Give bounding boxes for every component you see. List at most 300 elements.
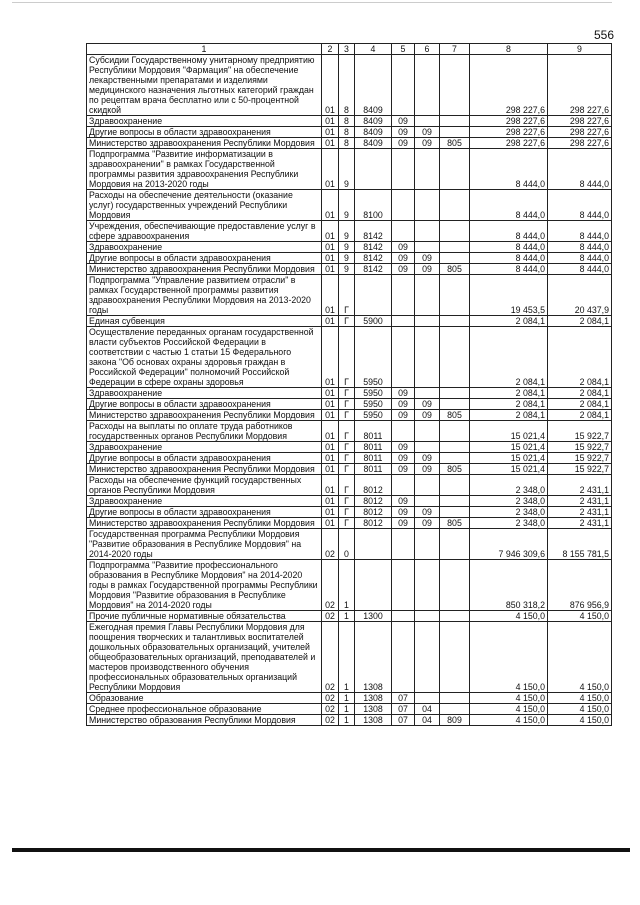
cell-code-3: Г	[339, 442, 355, 453]
cell-code-6: 09	[415, 138, 440, 149]
cell-code-5	[392, 475, 415, 496]
cell-code-6	[415, 475, 440, 496]
cell-code-7	[440, 693, 470, 704]
cell-code-2: 01	[322, 464, 339, 475]
row-name: Министерство здравоохранения Республики Мордовия	[87, 464, 322, 475]
cell-code-2: 01	[322, 242, 339, 253]
row-name: Здравоохранение	[87, 242, 322, 253]
col-header-5: 5	[392, 44, 415, 55]
cell-code-4: 1300	[355, 611, 392, 622]
cell-code-4: 8011	[355, 464, 392, 475]
row-name: Подпрограмма "Управление развитием отрасли" в рамках Государственной программы развития здравоохранения Республики Мордовия на 2013-2020 годы	[87, 275, 322, 316]
cell-code-7	[440, 149, 470, 190]
cell-code-2: 01	[322, 496, 339, 507]
cell-code-7: 805	[440, 138, 470, 149]
row-name: Учреждения, обеспечивающие предоставление услуг в сфере здравоохранения	[87, 221, 322, 242]
cell-code-5	[392, 421, 415, 442]
cell-amount-8: 2 348,0	[470, 496, 548, 507]
cell-code-4: 8011	[355, 453, 392, 464]
cell-code-3: 8	[339, 127, 355, 138]
cell-amount-9: 8 444,0	[548, 242, 612, 253]
cell-code-4: 1308	[355, 704, 392, 715]
cell-code-7	[440, 242, 470, 253]
cell-code-4: 8409	[355, 138, 392, 149]
cell-code-3: Г	[339, 475, 355, 496]
table-row	[87, 149, 612, 190]
cell-code-2: 01	[322, 221, 339, 242]
cell-code-2: 01	[322, 316, 339, 327]
table-row	[87, 464, 612, 475]
cell-code-3: 9	[339, 190, 355, 221]
col-header-2: 2	[322, 44, 339, 55]
cell-code-3: Г	[339, 518, 355, 529]
cell-amount-8: 298 227,6	[470, 55, 548, 116]
table-row	[87, 518, 612, 529]
cell-code-4: 1308	[355, 693, 392, 704]
row-name: Другие вопросы в области здравоохранения	[87, 453, 322, 464]
cell-code-3: Г	[339, 421, 355, 442]
header-row	[87, 44, 612, 55]
cell-amount-9: 298 227,6	[548, 127, 612, 138]
cell-code-7: 809	[440, 715, 470, 726]
cell-code-2: 02	[322, 622, 339, 693]
top-scan-line	[12, 2, 612, 3]
cell-code-7	[440, 55, 470, 116]
cell-code-2: 02	[322, 560, 339, 611]
cell-code-6: 09	[415, 264, 440, 275]
table-row	[87, 611, 612, 622]
cell-code-3: 9	[339, 149, 355, 190]
cell-amount-8: 2 348,0	[470, 507, 548, 518]
cell-code-6: 09	[415, 410, 440, 421]
cell-amount-9: 20 437,9	[548, 275, 612, 316]
cell-code-5	[392, 221, 415, 242]
cell-code-6: 09	[415, 518, 440, 529]
cell-code-5: 09	[392, 507, 415, 518]
table-row	[87, 475, 612, 496]
cell-amount-9: 4 150,0	[548, 693, 612, 704]
row-name: Прочие публичные нормативные обязательства	[87, 611, 322, 622]
cell-code-5	[392, 149, 415, 190]
table-row	[87, 421, 612, 442]
table-row	[87, 127, 612, 138]
cell-code-4: 5950	[355, 399, 392, 410]
table-row	[87, 190, 612, 221]
table-row	[87, 275, 612, 316]
cell-code-2: 01	[322, 388, 339, 399]
cell-code-4: 8100	[355, 190, 392, 221]
cell-code-2: 02	[322, 715, 339, 726]
row-name: Подпрограмма "Развитие профессионального образования в Республике Мордовия" на 2014-2020 годы в рамках Государственной программы Республики Мордовия "Развитие образования в Республике Мордовия" на 2014-2020 годы	[87, 560, 322, 611]
cell-code-4	[355, 275, 392, 316]
cell-code-2: 01	[322, 149, 339, 190]
cell-amount-9: 2 084,1	[548, 388, 612, 399]
cell-amount-8: 4 150,0	[470, 622, 548, 693]
cell-code-6	[415, 275, 440, 316]
table-row	[87, 253, 612, 264]
cell-code-4: 8012	[355, 518, 392, 529]
row-name: Единая субвенция	[87, 316, 322, 327]
table-row	[87, 560, 612, 611]
cell-code-7	[440, 622, 470, 693]
cell-code-7	[440, 190, 470, 221]
table-row	[87, 399, 612, 410]
table-row	[87, 242, 612, 253]
cell-amount-8: 15 021,4	[470, 453, 548, 464]
cell-amount-9: 8 444,0	[548, 149, 612, 190]
row-name: Министерство здравоохранения Республики Мордовия	[87, 138, 322, 149]
cell-code-6	[415, 560, 440, 611]
cell-code-4: 5950	[355, 388, 392, 399]
cell-code-5: 09	[392, 496, 415, 507]
cell-code-7	[440, 475, 470, 496]
cell-code-6: 04	[415, 715, 440, 726]
cell-amount-8: 2 084,1	[470, 399, 548, 410]
row-name: Здравоохранение	[87, 388, 322, 399]
col-header-6: 6	[415, 44, 440, 55]
cell-code-3: 0	[339, 529, 355, 560]
cell-code-4: 8142	[355, 253, 392, 264]
cell-code-4: 8012	[355, 507, 392, 518]
cell-code-7	[440, 453, 470, 464]
cell-amount-9: 4 150,0	[548, 611, 612, 622]
cell-code-4: 1308	[355, 622, 392, 693]
cell-code-5: 09	[392, 410, 415, 421]
cell-code-7	[440, 704, 470, 715]
cell-amount-9: 15 922,7	[548, 464, 612, 475]
row-name: Расходы на обеспечение деятельности (оказание услуг) государственных учреждений Республики Мордовия	[87, 190, 322, 221]
cell-code-7	[440, 496, 470, 507]
cell-code-2: 01	[322, 127, 339, 138]
col-header-9: 9	[548, 44, 612, 55]
cell-amount-9: 8 444,0	[548, 264, 612, 275]
table-row	[87, 693, 612, 704]
cell-amount-9: 298 227,6	[548, 55, 612, 116]
table-row	[87, 453, 612, 464]
table-row	[87, 529, 612, 560]
cell-code-3: Г	[339, 327, 355, 388]
cell-code-2: 01	[322, 264, 339, 275]
cell-code-5: 07	[392, 693, 415, 704]
cell-code-7	[440, 127, 470, 138]
cell-amount-9: 15 922,7	[548, 442, 612, 453]
cell-amount-8: 298 227,6	[470, 127, 548, 138]
cell-code-6: 09	[415, 507, 440, 518]
col-header-7: 7	[440, 44, 470, 55]
cell-code-3: 1	[339, 704, 355, 715]
cell-amount-8: 8 444,0	[470, 190, 548, 221]
cell-code-5: 09	[392, 127, 415, 138]
table-row	[87, 264, 612, 275]
cell-amount-8: 850 318,2	[470, 560, 548, 611]
row-name: Ежегодная премия Главы Республики Мордовия для поощрения творческих и талантливых воспитателей дошкольных образовательных организаций, учителей общеобразовательных организаций, преподавателей и мастеров производственного обучения профессиональных образовательных организаций Республики Мордовия	[87, 622, 322, 693]
cell-code-3: 8	[339, 138, 355, 149]
cell-amount-8: 15 021,4	[470, 464, 548, 475]
cell-code-4: 8011	[355, 442, 392, 453]
page-number: 556	[594, 28, 615, 42]
cell-amount-8: 4 150,0	[470, 693, 548, 704]
cell-code-6	[415, 611, 440, 622]
cell-amount-9: 298 227,6	[548, 138, 612, 149]
cell-code-5: 09	[392, 399, 415, 410]
cell-code-2: 02	[322, 704, 339, 715]
cell-code-3: 1	[339, 693, 355, 704]
row-name: Образование	[87, 693, 322, 704]
col-header-4: 4	[355, 44, 392, 55]
table-row	[87, 316, 612, 327]
cell-code-6	[415, 622, 440, 693]
row-name: Министерство здравоохранения Республики Мордовия	[87, 518, 322, 529]
cell-code-7	[440, 275, 470, 316]
cell-code-2: 01	[322, 399, 339, 410]
col-header-3: 3	[339, 44, 355, 55]
cell-code-5	[392, 622, 415, 693]
cell-code-2: 01	[322, 138, 339, 149]
cell-code-6	[415, 388, 440, 399]
cell-code-2: 01	[322, 453, 339, 464]
table-row	[87, 116, 612, 127]
cell-code-6	[415, 442, 440, 453]
cell-amount-8: 4 150,0	[470, 611, 548, 622]
cell-code-5: 09	[392, 518, 415, 529]
cell-amount-8: 7 946 309,6	[470, 529, 548, 560]
cell-amount-8: 2 084,1	[470, 316, 548, 327]
cell-code-2: 01	[322, 507, 339, 518]
cell-code-6: 09	[415, 127, 440, 138]
cell-code-5	[392, 611, 415, 622]
cell-code-7: 805	[440, 518, 470, 529]
cell-code-3: Г	[339, 316, 355, 327]
cell-amount-9: 15 922,7	[548, 421, 612, 442]
table-body	[87, 55, 612, 726]
cell-code-4: 5950	[355, 410, 392, 421]
cell-code-7	[440, 560, 470, 611]
cell-code-4: 8142	[355, 221, 392, 242]
cell-amount-9: 8 444,0	[548, 253, 612, 264]
cell-amount-9: 4 150,0	[548, 715, 612, 726]
cell-code-3: Г	[339, 496, 355, 507]
row-name: Осуществление переданных органам государственной власти субъектов Российской Федерации в соответствии с частью 1 статьи 15 Федерального закона "Об основах охраны здоровья граждан в Российской Федерации" полномочий Российской Федерации в сфере охраны здоровья	[87, 327, 322, 388]
cell-code-5: 07	[392, 715, 415, 726]
row-name: Государственная программа Республики Мордовия "Развитие образования в Республике Мордовия" на 2014-2020 годы	[87, 529, 322, 560]
cell-code-4: 8011	[355, 421, 392, 442]
bottom-scan-bar	[12, 848, 630, 852]
cell-code-3: 9	[339, 221, 355, 242]
cell-code-7	[440, 399, 470, 410]
cell-code-3: 9	[339, 253, 355, 264]
cell-amount-9: 2 084,1	[548, 399, 612, 410]
col-header-1: 1	[87, 44, 322, 55]
cell-code-5: 09	[392, 264, 415, 275]
row-name: Другие вопросы в области здравоохранения	[87, 253, 322, 264]
table-row	[87, 622, 612, 693]
cell-code-7	[440, 253, 470, 264]
cell-amount-9: 2 084,1	[548, 327, 612, 388]
cell-amount-8: 19 453,5	[470, 275, 548, 316]
cell-code-6	[415, 242, 440, 253]
row-name: Субсидии Государственному унитарному предприятию Республики Мордовия "Фармация" на обеспечение лекарственными препаратами и изделиями медицинского назначения льготных категорий граждан по рецептам врача бесплатно или с 50-процентной скидкой	[87, 55, 322, 116]
cell-code-5	[392, 327, 415, 388]
row-name: Среднее профессиональное образование	[87, 704, 322, 715]
cell-code-7	[440, 529, 470, 560]
row-name: Подпрограмма "Развитие информатизации в здравоохранении" в рамках Государственной программы развития здравоохранения Республики Мордовия на 2013-2020 годы	[87, 149, 322, 190]
cell-code-5: 09	[392, 253, 415, 264]
cell-code-6	[415, 496, 440, 507]
cell-code-7	[440, 116, 470, 127]
cell-code-6	[415, 221, 440, 242]
cell-code-4: 8012	[355, 475, 392, 496]
cell-code-6: 09	[415, 399, 440, 410]
cell-code-5: 09	[392, 242, 415, 253]
cell-code-2: 01	[322, 410, 339, 421]
row-name: Министерство здравоохранения Республики Мордовия	[87, 264, 322, 275]
row-name: Министерство образования Республики Мордовия	[87, 715, 322, 726]
row-name: Другие вопросы в области здравоохранения	[87, 127, 322, 138]
table-row	[87, 55, 612, 116]
cell-code-6: 09	[415, 464, 440, 475]
cell-amount-9: 876 956,9	[548, 560, 612, 611]
cell-amount-8: 2 348,0	[470, 518, 548, 529]
cell-amount-9: 2 431,1	[548, 475, 612, 496]
cell-code-4: 8142	[355, 242, 392, 253]
row-name: Здравоохранение	[87, 442, 322, 453]
cell-code-2: 01	[322, 442, 339, 453]
row-name: Здравоохранение	[87, 116, 322, 127]
cell-code-2: 01	[322, 421, 339, 442]
cell-code-2: 02	[322, 611, 339, 622]
cell-code-7	[440, 316, 470, 327]
cell-code-4: 8012	[355, 496, 392, 507]
cell-amount-8: 2 084,1	[470, 388, 548, 399]
cell-code-2: 01	[322, 327, 339, 388]
cell-code-2: 01	[322, 475, 339, 496]
cell-amount-9: 4 150,0	[548, 622, 612, 693]
cell-amount-8: 8 444,0	[470, 264, 548, 275]
cell-code-3: Г	[339, 275, 355, 316]
cell-code-6	[415, 327, 440, 388]
cell-code-4: 8409	[355, 127, 392, 138]
table-row	[87, 442, 612, 453]
cell-amount-9: 8 444,0	[548, 190, 612, 221]
cell-code-3: 8	[339, 55, 355, 116]
cell-code-3: Г	[339, 464, 355, 475]
cell-code-2: 02	[322, 693, 339, 704]
cell-code-5	[392, 560, 415, 611]
cell-code-5: 09	[392, 116, 415, 127]
cell-code-4	[355, 529, 392, 560]
cell-code-7	[440, 388, 470, 399]
cell-code-5: 09	[392, 464, 415, 475]
cell-code-6	[415, 421, 440, 442]
cell-code-5: 09	[392, 388, 415, 399]
cell-code-2: 01	[322, 190, 339, 221]
cell-code-4	[355, 149, 392, 190]
row-name: Другие вопросы в области здравоохранения	[87, 507, 322, 518]
table-row	[87, 388, 612, 399]
row-name: Другие вопросы в области здравоохранения	[87, 399, 322, 410]
cell-amount-9: 2 431,1	[548, 507, 612, 518]
cell-code-3: 1	[339, 715, 355, 726]
table-row	[87, 496, 612, 507]
cell-code-2: 01	[322, 275, 339, 316]
table-row	[87, 410, 612, 421]
cell-code-2: 01	[322, 253, 339, 264]
cell-code-4	[355, 560, 392, 611]
cell-amount-8: 4 150,0	[470, 715, 548, 726]
cell-amount-8: 8 444,0	[470, 242, 548, 253]
cell-code-5: 09	[392, 453, 415, 464]
cell-amount-9: 15 922,7	[548, 453, 612, 464]
cell-code-6	[415, 316, 440, 327]
cell-code-5	[392, 55, 415, 116]
cell-code-5	[392, 190, 415, 221]
table-row	[87, 221, 612, 242]
cell-code-7	[440, 327, 470, 388]
cell-code-4: 5950	[355, 327, 392, 388]
cell-code-2: 02	[322, 529, 339, 560]
cell-amount-8: 8 444,0	[470, 221, 548, 242]
cell-code-7	[440, 611, 470, 622]
cell-code-4: 5900	[355, 316, 392, 327]
cell-code-7	[440, 421, 470, 442]
cell-code-6	[415, 693, 440, 704]
cell-code-6	[415, 149, 440, 190]
cell-amount-9: 298 227,6	[548, 116, 612, 127]
cell-amount-8: 2 348,0	[470, 475, 548, 496]
cell-code-6	[415, 529, 440, 560]
row-name: Расходы на выплаты по оплате труда работников государственных органов Республики Мордовия	[87, 421, 322, 442]
row-name: Министерство здравоохранения Республики Мордовия	[87, 410, 322, 421]
cell-code-6	[415, 116, 440, 127]
row-name: Расходы на обеспечение функций государственных органов Республики Мордовия	[87, 475, 322, 496]
cell-code-2: 01	[322, 518, 339, 529]
cell-code-6: 09	[415, 453, 440, 464]
cell-amount-9: 2 431,1	[548, 518, 612, 529]
cell-amount-8: 298 227,6	[470, 116, 548, 127]
budget-table	[86, 43, 612, 726]
cell-code-7	[440, 442, 470, 453]
cell-amount-8: 8 444,0	[470, 149, 548, 190]
cell-amount-8: 15 021,4	[470, 442, 548, 453]
cell-code-4: 8409	[355, 116, 392, 127]
cell-code-7	[440, 507, 470, 518]
cell-amount-8: 298 227,6	[470, 138, 548, 149]
cell-amount-9: 2 084,1	[548, 316, 612, 327]
cell-code-7	[440, 221, 470, 242]
cell-amount-8: 8 444,0	[470, 253, 548, 264]
cell-code-6: 04	[415, 704, 440, 715]
cell-code-2: 01	[322, 116, 339, 127]
cell-code-3: Г	[339, 399, 355, 410]
cell-code-3: 1	[339, 611, 355, 622]
cell-code-5: 09	[392, 138, 415, 149]
table-row	[87, 715, 612, 726]
cell-code-3: 9	[339, 264, 355, 275]
cell-code-5	[392, 316, 415, 327]
cell-amount-8: 2 084,1	[470, 410, 548, 421]
cell-amount-9: 4 150,0	[548, 704, 612, 715]
cell-amount-9: 2 431,1	[548, 496, 612, 507]
cell-amount-8: 4 150,0	[470, 704, 548, 715]
cell-code-7: 805	[440, 410, 470, 421]
cell-code-6: 09	[415, 253, 440, 264]
cell-code-6	[415, 55, 440, 116]
cell-amount-9: 2 084,1	[548, 410, 612, 421]
table-row	[87, 507, 612, 518]
cell-code-6	[415, 190, 440, 221]
cell-code-5: 07	[392, 704, 415, 715]
cell-code-3: Г	[339, 453, 355, 464]
